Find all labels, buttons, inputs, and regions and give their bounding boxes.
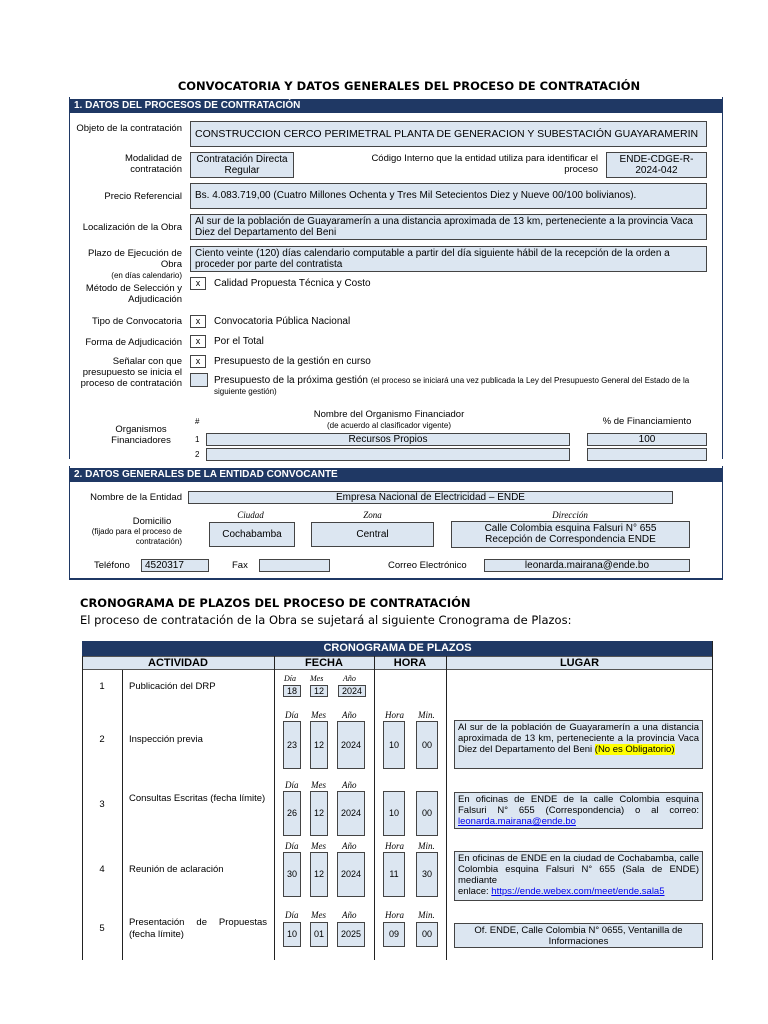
table-divider-hora (374, 656, 375, 960)
row-5-lugar: Of. ENDE, Calle Colombia N° 0655, Ventanilla de Informaciones (454, 923, 703, 948)
row-5-min: 00 (416, 922, 438, 947)
row-2-lugar-note: (No es Obligatorio) (594, 744, 675, 755)
row-1-dia-label: Día (284, 674, 296, 683)
row-4-min-label: Min. (418, 841, 435, 851)
row-1-mes: 12 (310, 685, 328, 697)
row-2-lugar-text: Al sur de la población de Guayaramerín a una distancia aproximada de 13 km, perteneciente a la provincia Vaca Diez del Departamento del Beni (458, 722, 699, 755)
row-5-actividad: Presentación de Propuestas (fecha límite) (129, 917, 267, 940)
plazo-value: Ciento veinte (120) días calendario computable a partir del día siguiente hábil de la recepción de la orden a proceder por parte del contratista (190, 246, 707, 272)
entidad-label: Nombre de la Entidad (90, 492, 182, 503)
pres-proxima-note: (el proceso se iniciará una vez publicada la Ley del Presupuesto General del Estado de la siguiente gestión) (214, 376, 690, 396)
row-2-dia: 23 (283, 721, 301, 769)
row-5-n: 5 (99, 923, 105, 934)
direccion-line-2: Recepción de Correspondencia ENDE (485, 534, 656, 545)
org-name-header: Nombre del Organismo Financiador (313, 409, 465, 420)
zona-header: Zona (363, 510, 382, 520)
row-5-dia-label: Día (285, 910, 299, 920)
correo-label: Correo Electrónico (388, 560, 467, 571)
row-2-min-label: Min. (418, 710, 435, 720)
tipo-label: Tipo de Convocatoria (92, 316, 182, 327)
ciudad-header: Ciudad (237, 510, 264, 520)
row-5-hora-label: Hora (385, 910, 405, 920)
metodo-value: Calidad Propuesta Técnica y Costo (214, 278, 371, 289)
direccion-value (451, 521, 690, 548)
row-4-hora: 11 (383, 852, 405, 897)
table-divider-fecha (274, 656, 275, 960)
row-2-n: 2 (99, 734, 105, 745)
row-5-mes: 01 (310, 922, 328, 947)
row-2-min: 00 (416, 721, 438, 769)
presupuesto-label: Señalar con que presupuesto se inicia el proceso de contratación (80, 356, 182, 389)
cronograma-heading: CRONOGRAMA DE PLAZOS DEL PROCESO DE CONTRATACIÓN (80, 596, 471, 610)
org-row-2-n: 2 (195, 450, 200, 459)
direccion-header: Dirección (552, 510, 588, 520)
ciudad-value: Cochabamba (209, 522, 295, 547)
org-row-1-n: 1 (195, 435, 200, 444)
row-3-lugar-link[interactable]: leonarda.mairana@ende.bo (458, 816, 576, 827)
col-fecha: FECHA (305, 657, 343, 669)
zona-value: Central (311, 522, 434, 547)
domicilio-label: Domicilio (132, 516, 172, 527)
row-3-actividad: Consultas Escritas (fecha límite) (129, 793, 266, 804)
row-2-anio-label: Año (342, 710, 357, 720)
row-3-n: 3 (99, 799, 105, 810)
table-divider-lugar (446, 656, 447, 960)
row-4-lugar-prefix: enlace: (458, 886, 492, 897)
row-2-hora-label: Hora (385, 710, 405, 720)
row-5-hora: 09 (383, 922, 405, 947)
org-label: Organismos Financiadores (111, 424, 171, 446)
row-5-min-label: Min. (418, 910, 435, 920)
org-row-2-name (206, 448, 570, 461)
forma-label: Forma de Adjudicación (85, 337, 182, 348)
row-4-dia: 30 (283, 852, 301, 897)
forma-value: Por el Total (214, 336, 264, 347)
pres-proxima-checkbox[interactable] (190, 373, 208, 387)
row-1-actividad: Publicación del DRP (129, 681, 216, 692)
correo-value: leonarda.mairana@ende.bo (484, 559, 690, 572)
fax-label: Fax (232, 560, 248, 571)
row-1-anio: 2024 (338, 685, 366, 697)
codigo-label: Código Interno que la entidad utiliza para identificar el proceso (371, 153, 598, 175)
row-4-anio: 2024 (337, 852, 365, 897)
org-row-2-pct (587, 448, 707, 461)
col-lugar: LUGAR (559, 657, 600, 669)
row-2-lugar (454, 720, 703, 769)
row-4-mes: 12 (310, 852, 328, 897)
row-4-lugar (454, 851, 703, 901)
row-3-lugar (454, 792, 703, 829)
domicilio-sub: (fijado para el proceso de contratación) (91, 527, 182, 546)
entidad-value: Empresa Nacional de Electricidad – ENDE (188, 491, 673, 504)
row-2-anio: 2024 (337, 721, 365, 769)
tipo-checkbox[interactable]: x (190, 315, 206, 328)
row-3-lugar-text: En oficinas de ENDE de la calle Colombia esquina Falsuri N° 655 (Correspondencia) o al correo: (458, 794, 699, 816)
pres-curso-checkbox[interactable]: x (190, 355, 206, 368)
row-2-actividad: Inspección previa (129, 734, 203, 745)
telefono-label: Teléfono (94, 560, 130, 571)
row-4-hora-label: Hora (385, 841, 405, 851)
section1-header: 1. DATOS DEL PROCESOS DE CONTRATACIÓN (70, 99, 723, 113)
row-3-anio-label: Año (342, 780, 357, 790)
precio-value: Bs. 4.083.719,00 (Cuatro Millones Ochenta y Tres Mil Setecientos Diez y Nueve 00/100 bolivianos). (190, 183, 707, 209)
row-3-mes-label: Mes (311, 780, 326, 790)
row-1-dia: 18 (283, 685, 301, 697)
row-3-mes: 12 (310, 791, 328, 836)
objeto-value: CONSTRUCCION CERCO PERIMETRAL PLANTA DE GENERACION Y SUBESTACIÓN GUAYARAMERIN (190, 121, 707, 147)
row-3-dia: 26 (283, 791, 301, 836)
plazo-label-main: Plazo de Ejecución de Obra (87, 248, 182, 270)
org-row-1-pct: 100 (587, 433, 707, 446)
modalidad-value: Contratación Directa Regular (190, 152, 294, 178)
org-pct-header: % de Financiamiento (602, 416, 692, 427)
row-3-hora: 10 (383, 791, 405, 836)
pres-proxima-label: Presupuesto de la próxima gestión (214, 375, 368, 386)
row-5-mes-label: Mes (311, 910, 326, 920)
row-2-mes: 12 (310, 721, 328, 769)
fax-value (259, 559, 330, 572)
cronograma-title-bar: CRONOGRAMA DE PLAZOS (82, 641, 713, 656)
row-5-anio-label: Año (342, 910, 357, 920)
row-2-hora: 10 (383, 721, 405, 769)
row-3-dia-label: Día (285, 780, 299, 790)
plazo-label (72, 248, 182, 281)
org-hash: # (195, 417, 200, 426)
row-4-lugar-link[interactable]: https://ende.webex.com/meet/ende.sala5 (491, 886, 665, 897)
row-1-mes-label: Mes (310, 674, 324, 683)
telefono-value: 4520317 (141, 559, 209, 572)
table-border-right (712, 641, 713, 960)
pres-proxima-text (214, 375, 709, 397)
row-1-anio-label: Año (343, 674, 356, 683)
page-title: CONVOCATORIA Y DATOS GENERALES DEL PROCESO DE CONTRATACIÓN (177, 79, 641, 93)
table-divider-num (122, 670, 123, 960)
row-3-min: 00 (416, 791, 438, 836)
pres-curso-label: Presupuesto de la gestión en curso (214, 356, 371, 367)
row-4-lugar-text: En oficinas de ENDE en la ciudad de Cochabamba, calle Colombia esquina Falsuri N° 655 (Sala de ENDE) mediante (458, 853, 699, 886)
localizacion-value: Al sur de la población de Guayaramerín a una distancia aproximada de 13 km, perteneciente a la provincia Vaca Diez del Departamento del Beni (190, 214, 707, 240)
row-5-dia: 10 (283, 922, 301, 947)
row-4-actividad: Reunión de aclaración (129, 864, 224, 875)
codigo-value: ENDE-CDGE-R-2024-042 (606, 152, 707, 178)
org-row-1-name: Recursos Propios (206, 433, 570, 446)
section2-header: 2. DATOS GENERALES DE LA ENTIDAD CONVOCANTE (70, 468, 723, 482)
row-4-anio-label: Año (342, 841, 357, 851)
col-actividad: ACTIVIDAD (148, 657, 208, 669)
direccion-line-1: Calle Colombia esquina Falsuri N° 655 (484, 523, 657, 534)
plazo-label-sub: (en días calendario) (111, 271, 182, 280)
row-5-anio: 2025 (337, 922, 365, 947)
precio-label: Precio Referencial (104, 191, 182, 202)
forma-checkbox[interactable]: x (190, 335, 206, 348)
localizacion-label: Localización de la Obra (82, 222, 182, 233)
row-2-dia-label: Día (285, 710, 299, 720)
metodo-checkbox[interactable]: x (190, 277, 206, 290)
metodo-label: Método de Selección y Adjudicación (85, 283, 182, 305)
org-name-sub: (de acuerdo al clasificador vigente) (326, 421, 452, 430)
row-3-anio: 2024 (337, 791, 365, 836)
row-4-mes-label: Mes (311, 841, 326, 851)
col-hora: HORA (393, 657, 427, 669)
cronograma-intro: El proceso de contratación de la Obra se sujetará al siguiente Cronograma de Plazos: (80, 613, 572, 627)
row-4-n: 4 (99, 864, 105, 875)
row-1-n: 1 (99, 681, 105, 692)
row-4-min: 30 (416, 852, 438, 897)
modalidad-label: Modalidad de contratación (124, 153, 182, 175)
tipo-value: Convocatoria Pública Nacional (214, 316, 351, 327)
row-2-mes-label: Mes (311, 710, 326, 720)
objeto-label: Objeto de la contratación (76, 123, 182, 134)
row-4-dia-label: Día (285, 841, 299, 851)
